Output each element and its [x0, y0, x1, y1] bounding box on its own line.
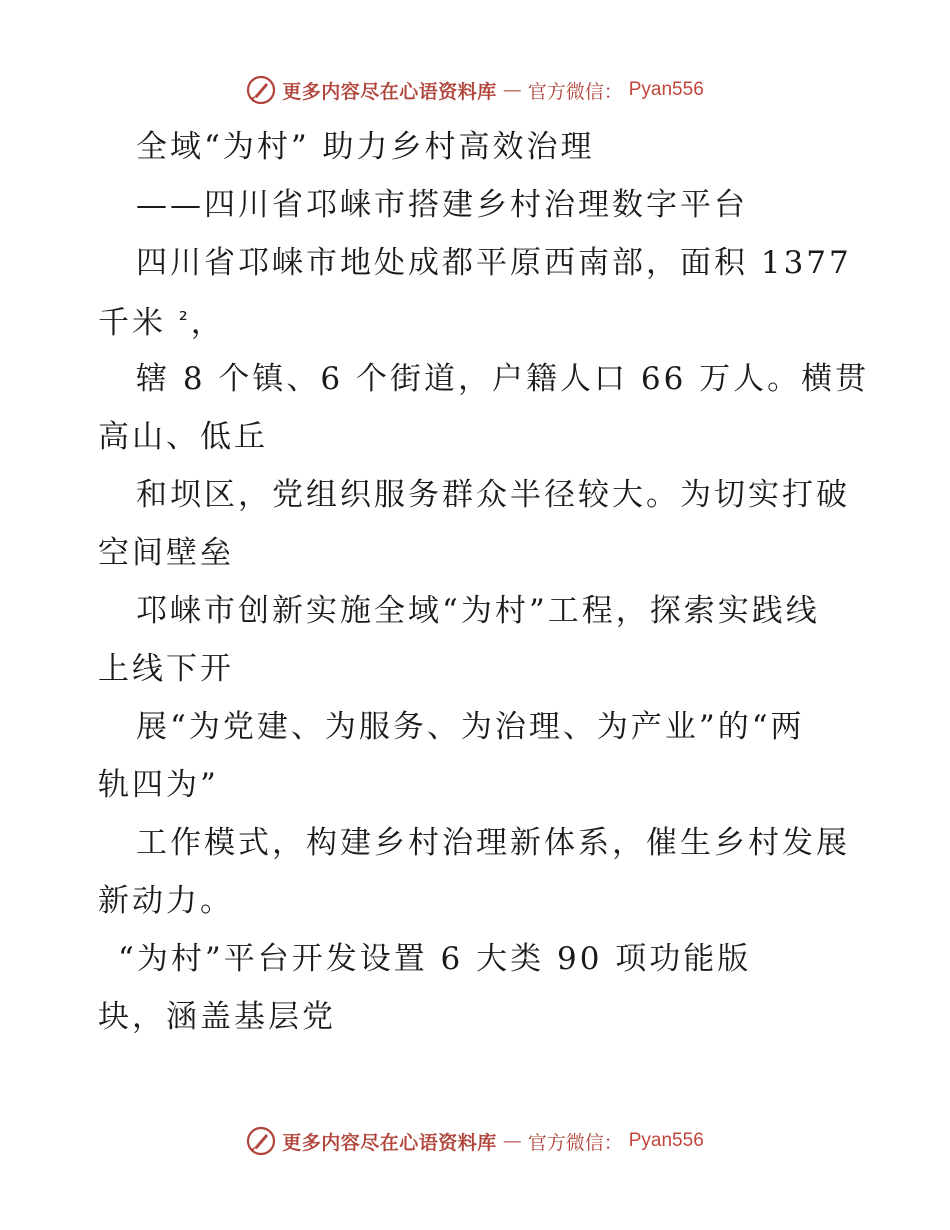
- punctuation-text: ，: [190, 305, 225, 341]
- watermark-separator: —: [502, 79, 522, 101]
- paragraph-line: 展“为党建、为服务、为治理、为产业”的“两: [136, 709, 805, 745]
- document-title: 全域“为村” 助力乡村高效治理: [136, 129, 595, 165]
- paragraph-line: 上线下开: [98, 651, 234, 687]
- document-subtitle: ——四川省邛崃市搭建乡村治理数字平台: [136, 187, 748, 223]
- paragraph-line: 轨四为”: [98, 767, 219, 803]
- paragraph-line: [98, 292, 858, 350]
- superscript-text: ²: [178, 308, 191, 333]
- paragraph-line: 新动力。: [98, 883, 234, 919]
- watermark-id: Pyan556: [628, 1130, 704, 1151]
- unit-text: 千米: [98, 305, 166, 341]
- watermark-brand: 官方微信：: [527, 1131, 623, 1154]
- header-watermark: [0, 73, 950, 107]
- watermark-text: 更多内容尽在心语资料库: [282, 1131, 497, 1154]
- paragraph-line: 高山、低丘: [98, 419, 268, 455]
- paragraph-line: “为村”平台开发设置 6 大类 90 项功能版: [118, 941, 752, 977]
- paragraph-line: 辖 8 个镇、6 个街道，户籍人口 66 万人。横贯: [136, 361, 870, 397]
- watermark-brand: 官方微信：: [527, 80, 623, 103]
- footer-watermark: [0, 1124, 950, 1158]
- paragraph-line: 四川省邛崃市地处成都平原西南部，面积 1377: [136, 245, 852, 281]
- document-body: [98, 118, 870, 1046]
- watermark-separator: —: [502, 1130, 522, 1152]
- watermark-text: 更多内容尽在心语资料库: [282, 80, 497, 103]
- quill-logo-icon: [246, 1126, 276, 1156]
- paragraph-line: 工作模式，构建乡村治理新体系，催生乡村发展: [136, 825, 850, 861]
- paragraph-line: 块，涵盖基层党: [98, 999, 336, 1035]
- watermark-id: Pyan556: [628, 79, 704, 100]
- paragraph-line: 空间壁垒: [98, 535, 234, 571]
- paragraph-line: 和坝区，党组织服务群众半径较大。为切实打破: [136, 477, 850, 513]
- paragraph-line: 邛崃市创新实施全域“为村”工程，探索实践线: [136, 593, 820, 629]
- quill-logo-icon: [246, 75, 276, 105]
